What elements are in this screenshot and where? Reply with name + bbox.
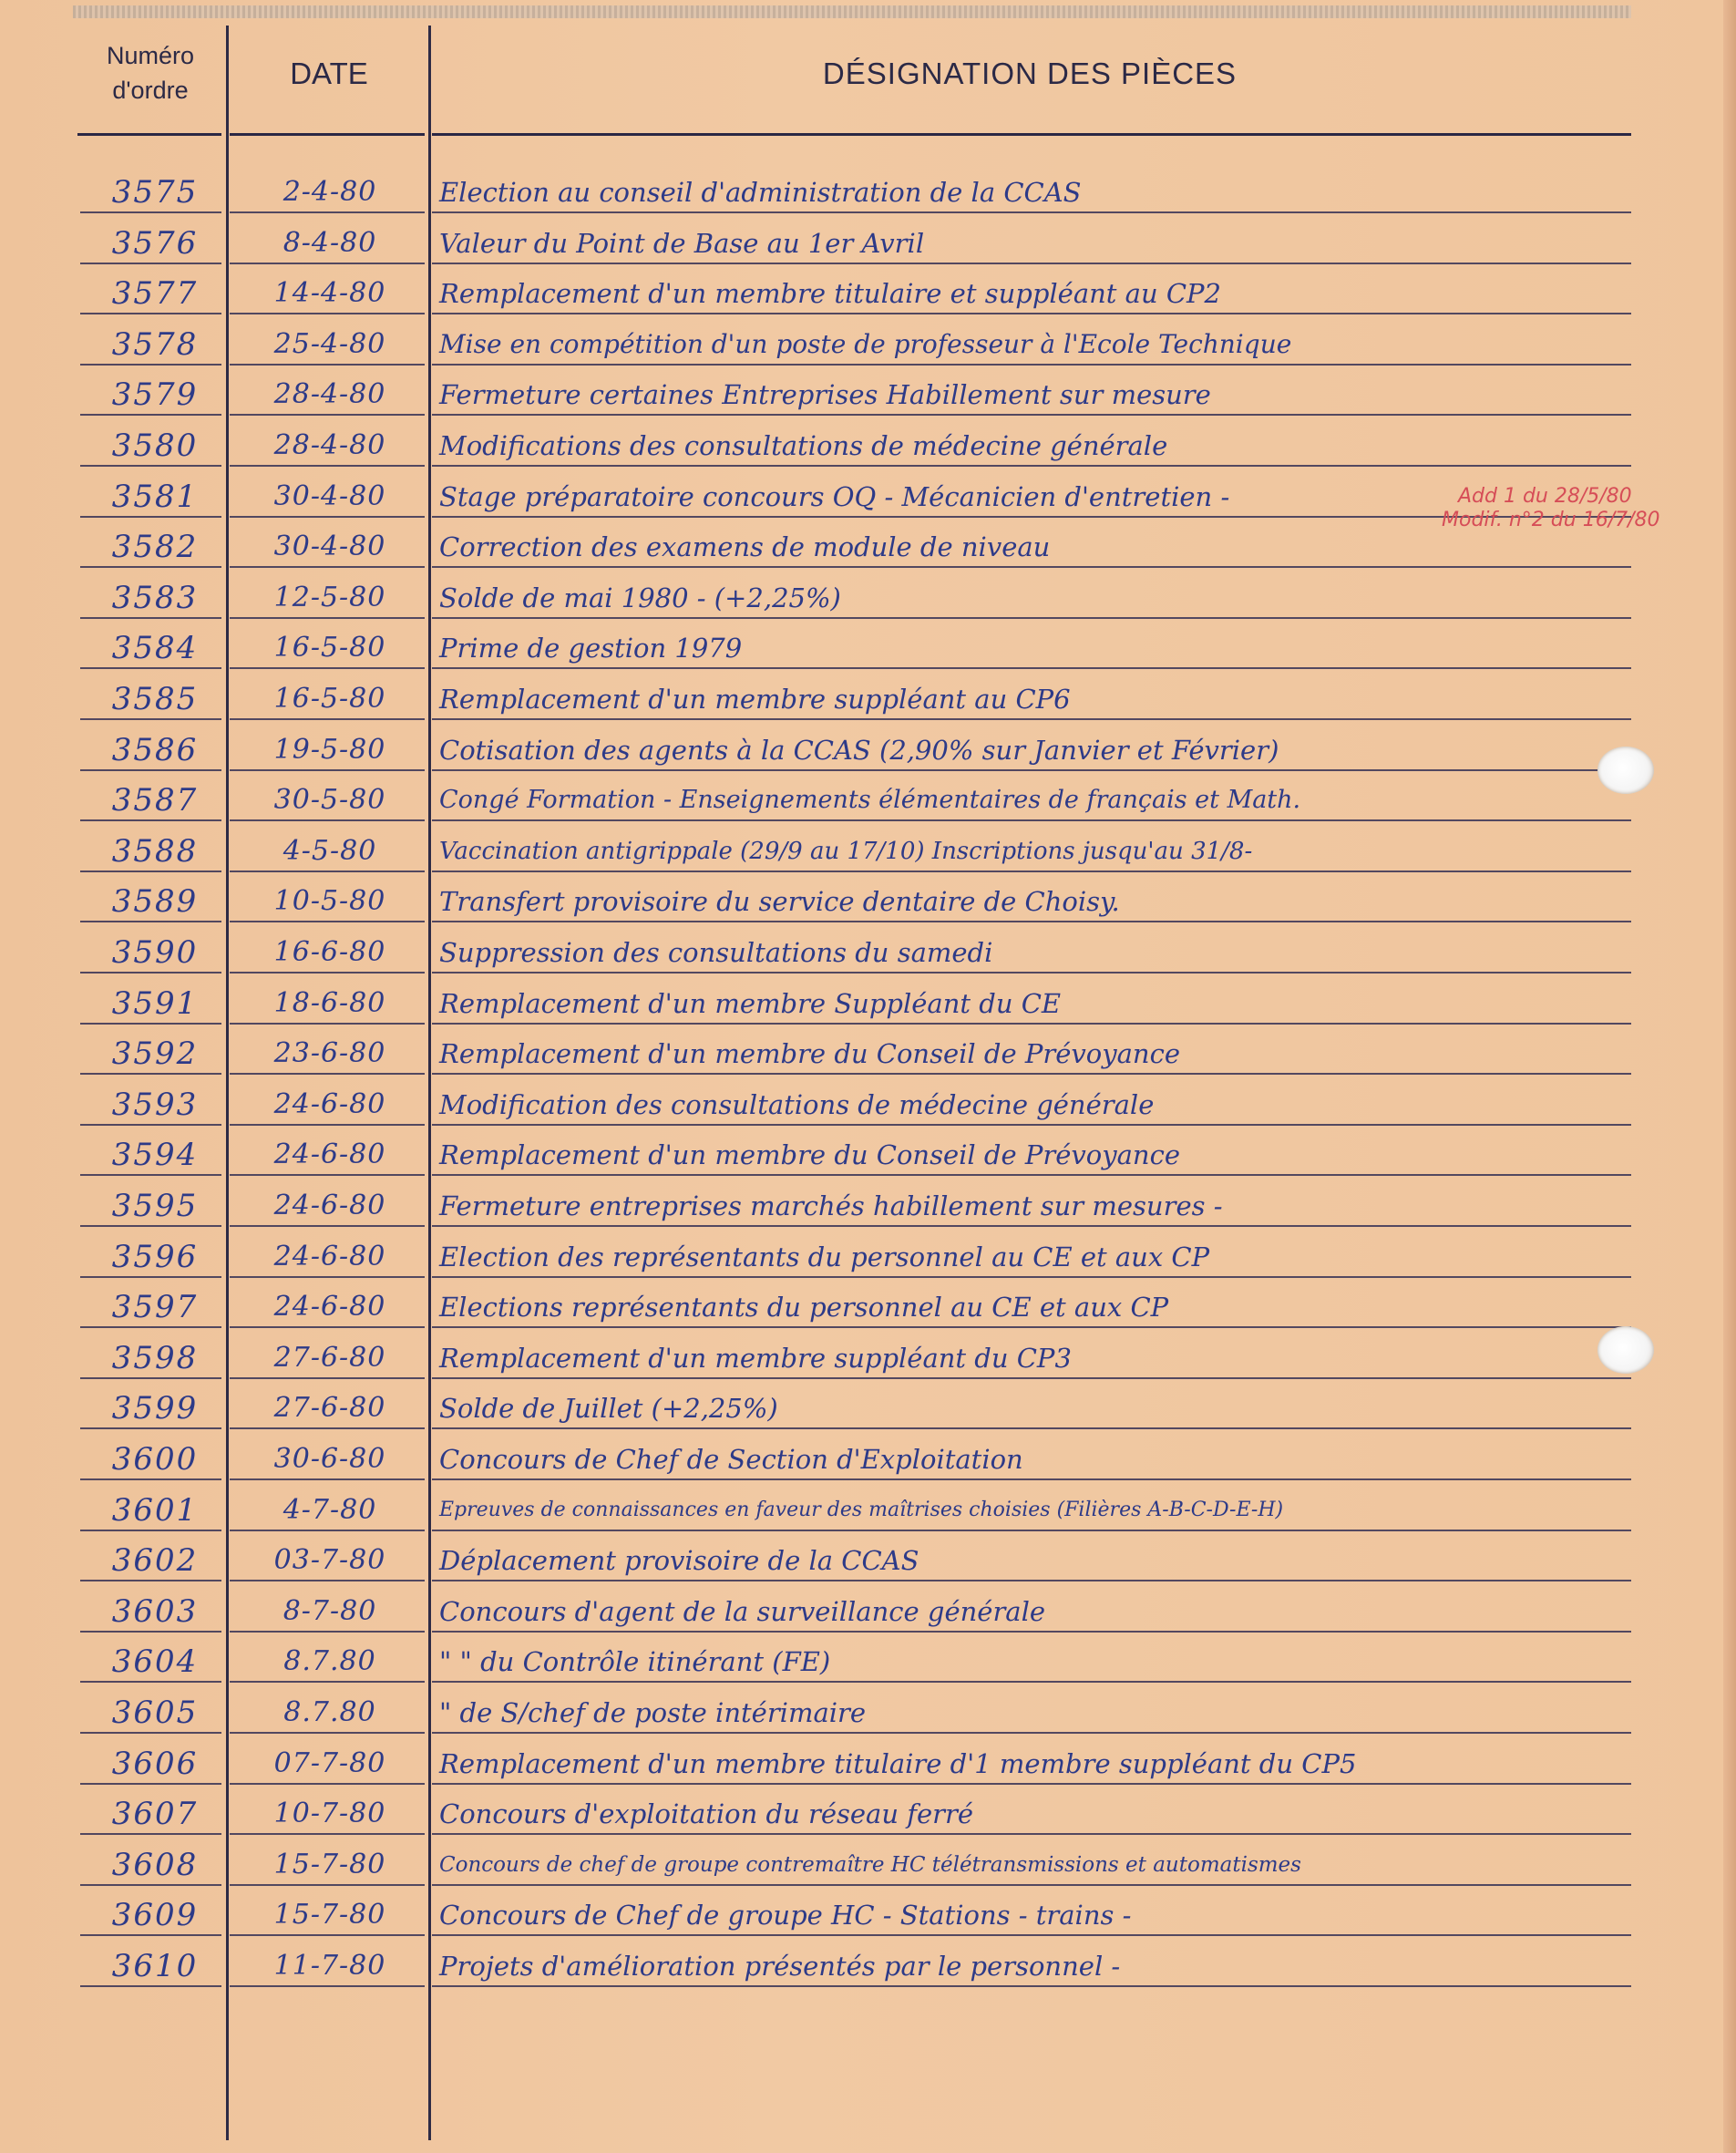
entry-date: 19-5-80	[273, 734, 386, 766]
entry-date: 03-7-80	[273, 1544, 386, 1576]
entry-number: 3581	[111, 479, 199, 515]
entry-number: 3587	[111, 782, 199, 819]
entry-designation: Concours d'agent de la surveillance générale	[439, 1596, 1046, 1627]
entry-date: 8.7.80	[283, 1696, 376, 1728]
entry-number: 3592	[111, 1035, 199, 1072]
entry-number: 3609	[111, 1897, 199, 1933]
entry-designation: Valeur du Point de Base au 1er Avril	[439, 228, 925, 259]
entry-date: 25-4-80	[273, 328, 386, 360]
entry-number: 3602	[111, 1542, 199, 1579]
entry-date: 8-7-80	[282, 1595, 377, 1627]
entry-date: 10-7-80	[273, 1798, 386, 1829]
entry-number: 3584	[111, 630, 199, 666]
entry-designation: Remplacement d'un membre Suppléant du CE	[439, 988, 1062, 1019]
entry-designation: Vaccination antigrippale (29/9 au 17/10) Inscriptions jusqu'au 31/8-	[439, 838, 1253, 865]
entry-date: 8.7.80	[283, 1645, 376, 1677]
entry-designation: Mise en compétition d'un poste de professeur à l'Ecole Technique	[439, 329, 1292, 359]
entry-number: 3576	[111, 225, 199, 262]
entry-date: 24-6-80	[273, 1138, 386, 1170]
entry-designation: Epreuves de connaissances en faveur des maîtrises choisies (Filières A-B-C-D-E-H)	[439, 1499, 1284, 1521]
entry-designation: Suppression des consultations du samedi	[439, 937, 993, 968]
entry-number: 3580	[111, 428, 199, 464]
entry-designation: Projets d'amélioration présentés par le personnel -	[439, 1951, 1121, 1982]
entry-date: 10-5-80	[273, 885, 386, 917]
entry-designation: Elections représentants du personnel au CE et aux CP	[439, 1292, 1169, 1323]
entry-designation: Remplacement d'un membre suppléant au CP6	[439, 684, 1071, 715]
entry-designation: Stage préparatoire concours OQ - Mécanicien d'entretien -	[439, 481, 1230, 512]
entry-number: 3586	[111, 732, 199, 768]
entry-designation: Remplacement d'un membre du Conseil de Prévoyance	[439, 1139, 1180, 1170]
entry-designation: Congé Formation - Enseignements élémentaires de français et Math.	[439, 786, 1301, 814]
entry-number: 3601	[111, 1492, 199, 1529]
entry-designation: Correction des examens de module de niveau	[439, 531, 1051, 562]
entry-number: 3578	[111, 326, 199, 363]
entry-number: 3588	[111, 833, 199, 870]
entry-number: 3582	[111, 529, 199, 565]
entry-designation: Fermeture entreprises marchés habillement sur mesures -	[439, 1190, 1223, 1221]
entry-number: 3583	[111, 580, 199, 616]
entry-date: 30-4-80	[273, 531, 386, 562]
margin-annotation-modification: Modif. n°2 du 16/7/80	[1442, 509, 1660, 531]
entry-date: 24-6-80	[273, 1291, 386, 1323]
entry-date: 30-4-80	[273, 480, 386, 512]
entry-designation: Remplacement d'un membre du Conseil de Prévoyance	[439, 1038, 1180, 1069]
header-rule-number	[77, 133, 221, 136]
entry-designation: Remplacement d'un membre titulaire d'1 membre suppléant du CP5	[439, 1748, 1357, 1779]
entry-number: 3597	[111, 1289, 199, 1325]
entry-designation: Concours de chef de groupe contremaître HC télétransmissions et automatismes	[439, 1853, 1301, 1877]
entry-designation: Transfert provisoire du service dentaire de Choisy.	[439, 886, 1120, 917]
entry-number: 3577	[111, 275, 199, 312]
entry-number: 3600	[111, 1441, 199, 1478]
entry-date: 11-7-80	[273, 1950, 386, 1982]
entry-number: 3608	[111, 1847, 199, 1883]
entry-number: 3589	[111, 883, 199, 920]
header-rule-designation	[432, 133, 1631, 136]
entry-designation: Concours d'exploitation du réseau ferré	[439, 1798, 974, 1829]
entry-date: 07-7-80	[273, 1747, 386, 1779]
entry-date: 27-6-80	[273, 1342, 386, 1374]
entry-date: 14-4-80	[273, 277, 386, 309]
page-top-edge	[73, 5, 1631, 18]
entry-designation: " de S/chef de poste intérimaire	[439, 1697, 867, 1728]
entry-designation: Solde de Juillet (+2,25%)	[439, 1393, 778, 1424]
entry-date: 16-6-80	[273, 936, 386, 968]
entry-number: 3591	[111, 985, 199, 1022]
entry-date: 28-4-80	[273, 378, 386, 410]
entry-designation: Déplacement provisoire de la CCAS	[439, 1545, 919, 1576]
entry-date: 2-4-80	[282, 176, 377, 208]
entry-number: 3598	[111, 1340, 199, 1376]
entry-designation: Cotisation des agents à la CCAS (2,90% sur Janvier et Février)	[439, 735, 1279, 766]
entry-date: 28-4-80	[273, 429, 386, 461]
entry-date: 24-6-80	[273, 1241, 386, 1272]
entry-date: 12-5-80	[273, 582, 386, 613]
entry-number: 3607	[111, 1796, 199, 1832]
entry-date: 8-4-80	[282, 227, 377, 259]
entry-designation: Fermeture certaines Entreprises Habillement sur mesure	[439, 379, 1211, 410]
entry-number: 3606	[111, 1746, 199, 1782]
entry-designation: " " du Contrôle itinérant (FE)	[439, 1646, 831, 1677]
entry-number: 3596	[111, 1239, 199, 1275]
entry-date: 18-6-80	[273, 987, 386, 1019]
entry-designation: Modification des consultations de médecine générale	[439, 1089, 1155, 1120]
entry-number: 3585	[111, 681, 199, 717]
column-header-number: Numéro d'ordre	[106, 42, 195, 104]
entry-number: 3590	[111, 934, 199, 971]
entry-date: 24-6-80	[273, 1190, 386, 1221]
entry-designation: Concours de Chef de Section d'Exploitation	[439, 1444, 1023, 1475]
entry-date: 15-7-80	[273, 1849, 386, 1880]
entry-designation: Solde de mai 1980 - (+2,25%)	[439, 582, 841, 613]
column-divider-date	[428, 26, 431, 2140]
entry-date: 24-6-80	[273, 1088, 386, 1120]
entry-number: 3595	[111, 1188, 199, 1224]
entry-number: 3610	[111, 1948, 199, 1984]
entry-designation: Prime de gestion 1979	[439, 633, 743, 664]
entry-date: 30-6-80	[273, 1443, 386, 1475]
entry-designation: Election des représentants du personnel au CE et aux CP	[439, 1241, 1210, 1272]
entry-number: 3603	[111, 1593, 199, 1630]
entry-date: 15-7-80	[273, 1899, 386, 1931]
entry-date: 16-5-80	[273, 632, 386, 664]
entry-number: 3605	[111, 1695, 199, 1731]
entry-date: 4-5-80	[282, 835, 377, 867]
entry-date: 4-7-80	[282, 1494, 377, 1526]
page-right-edge	[1723, 0, 1736, 2153]
entry-number: 3604	[111, 1643, 199, 1680]
entry-number: 3575	[111, 174, 199, 211]
entry-designation: Election au conseil d'administration de la CCAS	[439, 177, 1082, 208]
column-header-designation: DÉSIGNATION DES PIÈCES	[822, 57, 1238, 90]
entry-date: 23-6-80	[273, 1037, 386, 1069]
entry-designation: Remplacement d'un membre suppléant du CP3	[439, 1343, 1072, 1374]
entry-designation: Remplacement d'un membre titulaire et suppléant au CP2	[439, 278, 1221, 309]
entry-number: 3579	[111, 376, 199, 413]
punch-hole-lower	[1597, 1326, 1654, 1374]
entry-date: 30-5-80	[273, 784, 386, 816]
punch-hole-upper	[1597, 747, 1654, 794]
column-divider-number	[226, 26, 229, 2140]
entry-date: 16-5-80	[273, 683, 386, 715]
entry-designation: Concours de Chef de groupe HC - Stations - trains -	[439, 1900, 1132, 1931]
entry-designation: Modifications des consultations de médecine générale	[439, 430, 1168, 461]
entry-number: 3593	[111, 1087, 199, 1123]
entry-date: 27-6-80	[273, 1392, 386, 1424]
header-rule-date	[230, 133, 425, 136]
entry-number: 3599	[111, 1390, 199, 1427]
entry-number: 3594	[111, 1137, 199, 1173]
margin-annotation-addendum: Add 1 du 28/5/80	[1458, 485, 1632, 508]
column-header-date: DATE	[290, 57, 368, 90]
